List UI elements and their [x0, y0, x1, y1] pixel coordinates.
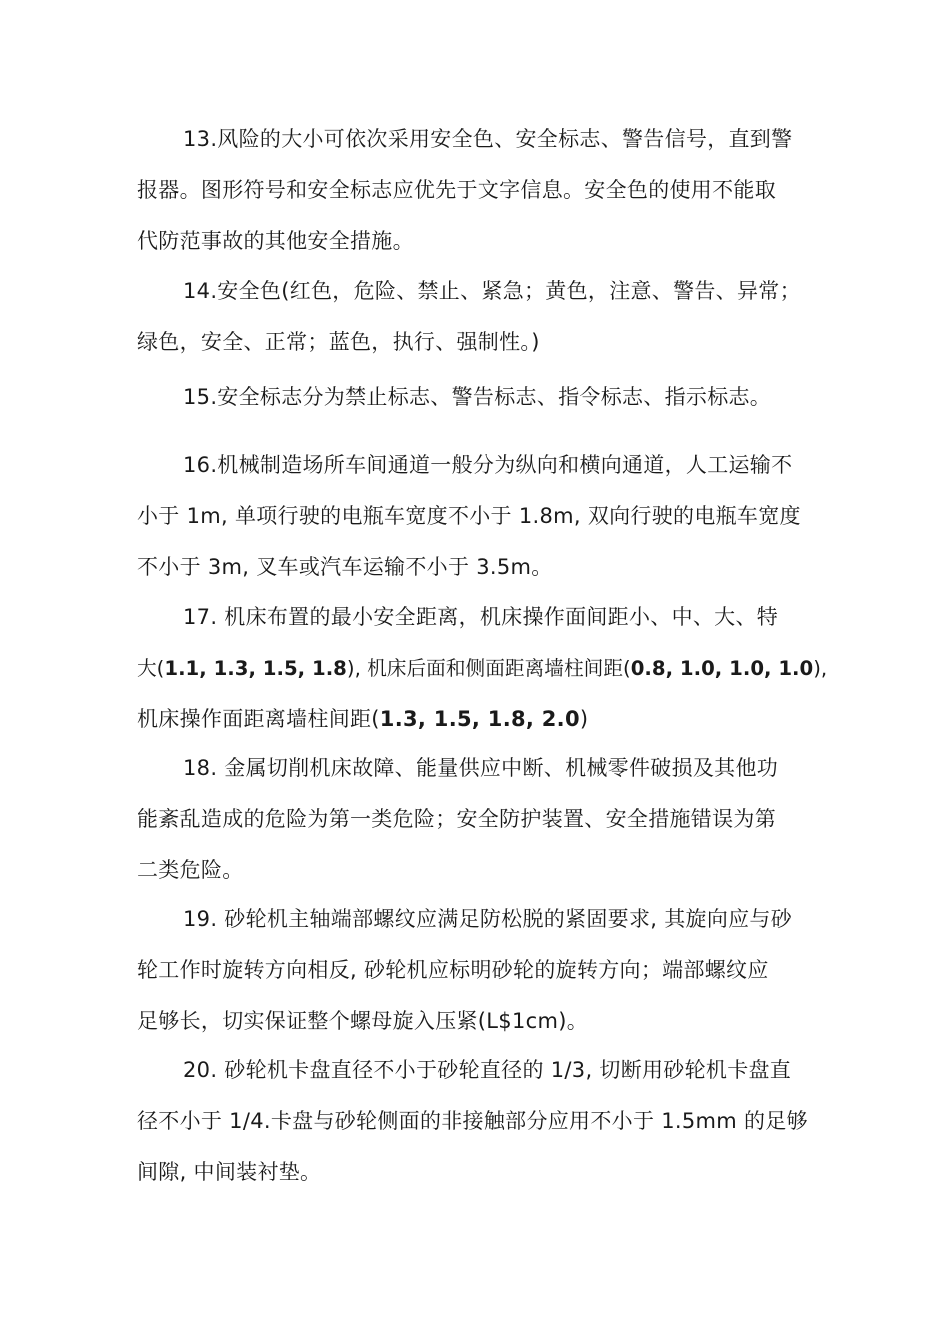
- text-line: 14.安全色(红色，危险、禁止、紧急；黄色，注意、警告、异常；: [183, 279, 801, 303]
- item-15: [137, 372, 827, 423]
- text-line: 足够长，切实保证整个螺母旋入压紧(L$1cm)。: [137, 1009, 589, 1033]
- item-14: [137, 266, 827, 368]
- item-13: [137, 114, 827, 267]
- bold-value: 0.8, 1.0, 1.0, 1.0: [630, 657, 814, 680]
- text-line: 19. 砂轮机主轴端部螺纹应满足防松脱的紧固要求, 其旋向应与砂: [183, 907, 793, 931]
- text-line: 20. 砂轮机卡盘直径不小于砂轮直径的 1/3, 切断用砂轮机卡盘直: [183, 1058, 792, 1082]
- item-17: [137, 592, 827, 745]
- text-line: 不小于 3m, 叉车或汽车运输不小于 3.5m。: [137, 555, 553, 579]
- item-20: [137, 1045, 827, 1198]
- item-19: [137, 894, 827, 1047]
- text-line: 16.机械制造场所车间通道一般分为纵向和横向通道，人工运输不: [183, 453, 793, 477]
- item-18: [137, 743, 827, 896]
- text-line: 大(1.1, 1.3, 1.5, 1.8), 机床后面和侧面距离墙柱间距(0.8, 1.0, 1.0, 1.0),: [137, 657, 828, 680]
- text-line: 轮工作时旋转方向相反, 砂轮机应标明砂轮的旋转方向；端部螺纹应: [137, 958, 769, 982]
- text-line: 报器。图形符号和安全标志应优先于文字信息。安全色的使用不能取: [137, 178, 776, 202]
- text-line: 17. 机床布置的最小安全距离，机床操作面间距小、中、大、特: [183, 605, 779, 629]
- text-line: 径不小于 1/4.卡盘与砂轮侧面的非接触部分应用不小于 1.5mm 的足够: [137, 1109, 808, 1133]
- text-line: 机床操作面距离墙柱间距(1.3, 1.5, 1.8, 2.0): [137, 707, 589, 731]
- text-line: 小于 1m, 单项行驶的电瓶车宽度不小于 1.8m, 双向行驶的电瓶车宽度: [137, 504, 801, 528]
- text-line: 13.风险的大小可依次采用安全色、安全标志、警告信号，直到警: [183, 127, 793, 151]
- text-line: 18. 金属切削机床故障、能量供应中断、机械零件破损及其他功: [183, 756, 779, 780]
- item-16: [137, 440, 827, 593]
- text-line: 绿色，安全、正常；蓝色，执行、强制性。): [137, 330, 540, 354]
- text-line: 间隙, 中间装衬垫。: [137, 1160, 322, 1184]
- text-line: 能紊乱造成的危险为第一类危险；安全防护装置、安全措施错误为第: [137, 807, 776, 831]
- bold-value: 1.3, 1.5, 1.8, 2.0: [379, 707, 580, 731]
- text-line: 代防范事故的其他安全措施。: [137, 229, 414, 253]
- bold-value: 1.1, 1.3, 1.5, 1.8: [164, 657, 347, 680]
- text-line: 二类危险。: [137, 858, 244, 882]
- text-line: 15.安全标志分为禁止标志、警告标志、指令标志、指示标志。: [183, 385, 772, 409]
